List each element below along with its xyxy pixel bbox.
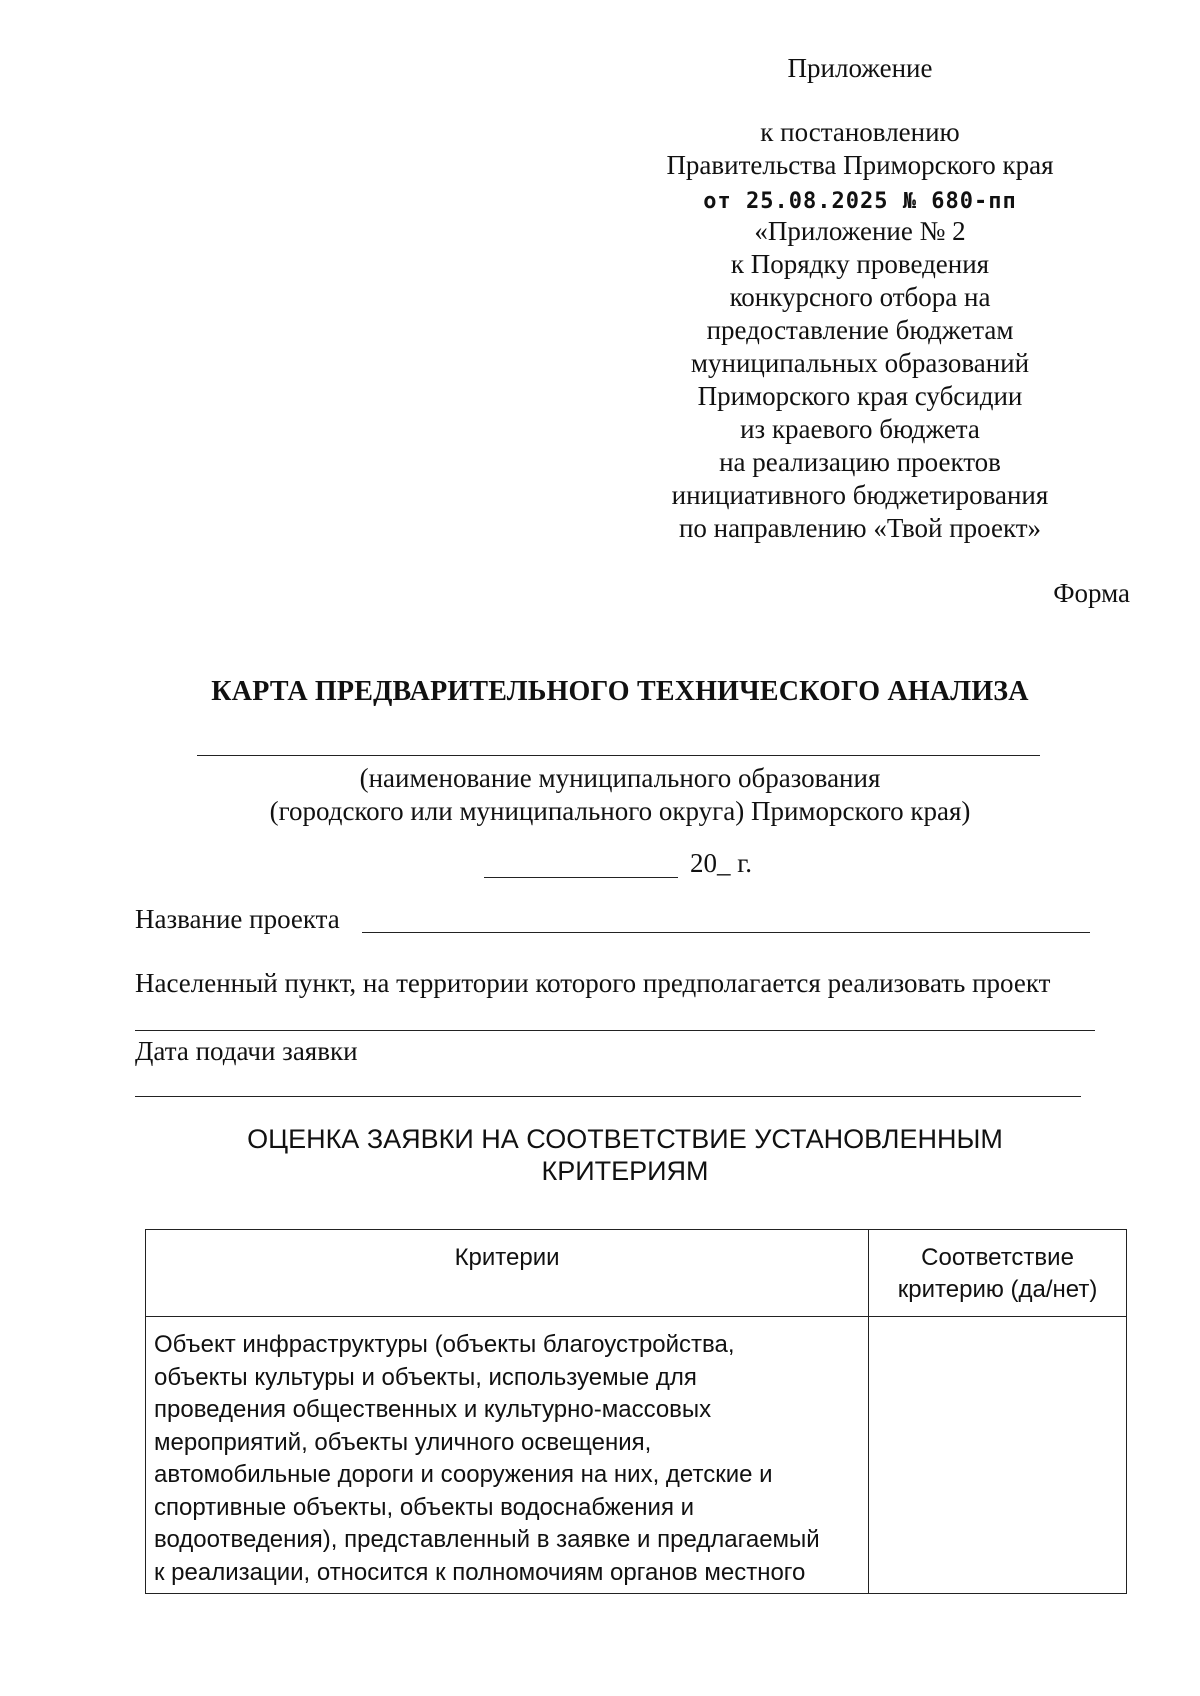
table-header-row xyxy=(146,1230,1127,1317)
municipality-caption-line2: (городского или муниципального округа) Приморского края) xyxy=(269,796,971,826)
criterion-line: объекты культуры и объекты, используемые для xyxy=(154,1363,697,1391)
criterion-text-cell xyxy=(146,1317,869,1594)
settlement-label: Населенный пункт, на территории которого предполагается реализовать проект xyxy=(135,968,1051,998)
settlement-input-line[interactable] xyxy=(135,1030,1095,1031)
criterion-line: спортивные объекты, объекты водоснабжения и xyxy=(154,1493,695,1521)
criteria-table xyxy=(145,1229,1127,1594)
appendix-sub-line: на реализацию проектов xyxy=(719,447,1001,477)
appendix-sub-line: «Приложение № 2 xyxy=(754,216,966,246)
submission-date-label: Дата подачи заявки xyxy=(135,1036,358,1066)
criterion-line: проведения общественных и культурно-массовых xyxy=(154,1396,712,1423)
table-row xyxy=(146,1317,1127,1594)
appendix-title: Приложение xyxy=(787,53,933,83)
date-blank-line[interactable] xyxy=(484,877,678,878)
section-title-line2: КРИТЕРИЯМ xyxy=(541,1156,709,1186)
appendix-sub-line: инициативного бюджетирования xyxy=(671,480,1049,510)
municipality-name-line[interactable] xyxy=(197,755,1040,756)
project-name-input-line[interactable] xyxy=(362,932,1090,933)
criterion-line: мероприятий, объекты уличного освещения, xyxy=(154,1428,652,1456)
criteria-column-header: Критерии xyxy=(146,1230,869,1317)
compliance-header-line1: Соответствие xyxy=(921,1244,1074,1271)
decree-number-text: от 25.08.2025 № 680-пп xyxy=(703,189,1017,214)
decree-number xyxy=(620,183,1100,218)
criterion-line: автомобильные дороги и сооружения на них, детские и xyxy=(154,1461,773,1488)
document-title: КАРТА ПРЕДВАРИТЕЛЬНОГО ТЕХНИЧЕСКОГО АНАЛИЗА xyxy=(211,676,1029,707)
appendix-sub-line: муниципальных образований xyxy=(690,348,1030,378)
appendix-sub-line: конкурсного отбора на xyxy=(729,282,991,312)
section-title-line1: ОЦЕНКА ЗАЯВКИ НА СООТВЕТСТВИЕ УСТАНОВЛЕННЫМ xyxy=(247,1124,1003,1154)
criterion-line: к реализации, относится к полномочиям органов местного xyxy=(154,1558,806,1586)
municipality-caption-line1: (наименование муниципального образования xyxy=(359,763,881,793)
appendix-sub-line: из краевого бюджета xyxy=(740,414,980,444)
form-label: Форма xyxy=(1053,578,1130,608)
compliance-cell[interactable] xyxy=(869,1317,1127,1594)
year-suffix: 20_ г. xyxy=(690,848,753,878)
appendix-sub-line: к Порядку проведения xyxy=(730,249,990,279)
submission-date-input-line[interactable] xyxy=(135,1096,1081,1097)
appendix-sub-line: предоставление бюджетам xyxy=(706,315,1014,345)
compliance-header-line2: критерию (да/нет) xyxy=(897,1276,1098,1303)
project-name-label: Название проекта xyxy=(135,904,340,934)
criterion-line: водоотведения), представленный в заявке и предлагаемый xyxy=(154,1526,820,1553)
appendix-sub-line: по направлению «Твой проект» xyxy=(678,513,1042,543)
criterion-line: Объект инфраструктуры (объекты благоустройства, xyxy=(154,1331,735,1358)
appendix-government: Правительства Приморского края xyxy=(666,150,1054,180)
compliance-column-header xyxy=(869,1230,1127,1317)
appendix-sub-line: Приморского края субсидии xyxy=(697,381,1023,411)
appendix-to-decree: к постановлению xyxy=(760,117,960,147)
appendix-sub-block xyxy=(620,215,1100,545)
